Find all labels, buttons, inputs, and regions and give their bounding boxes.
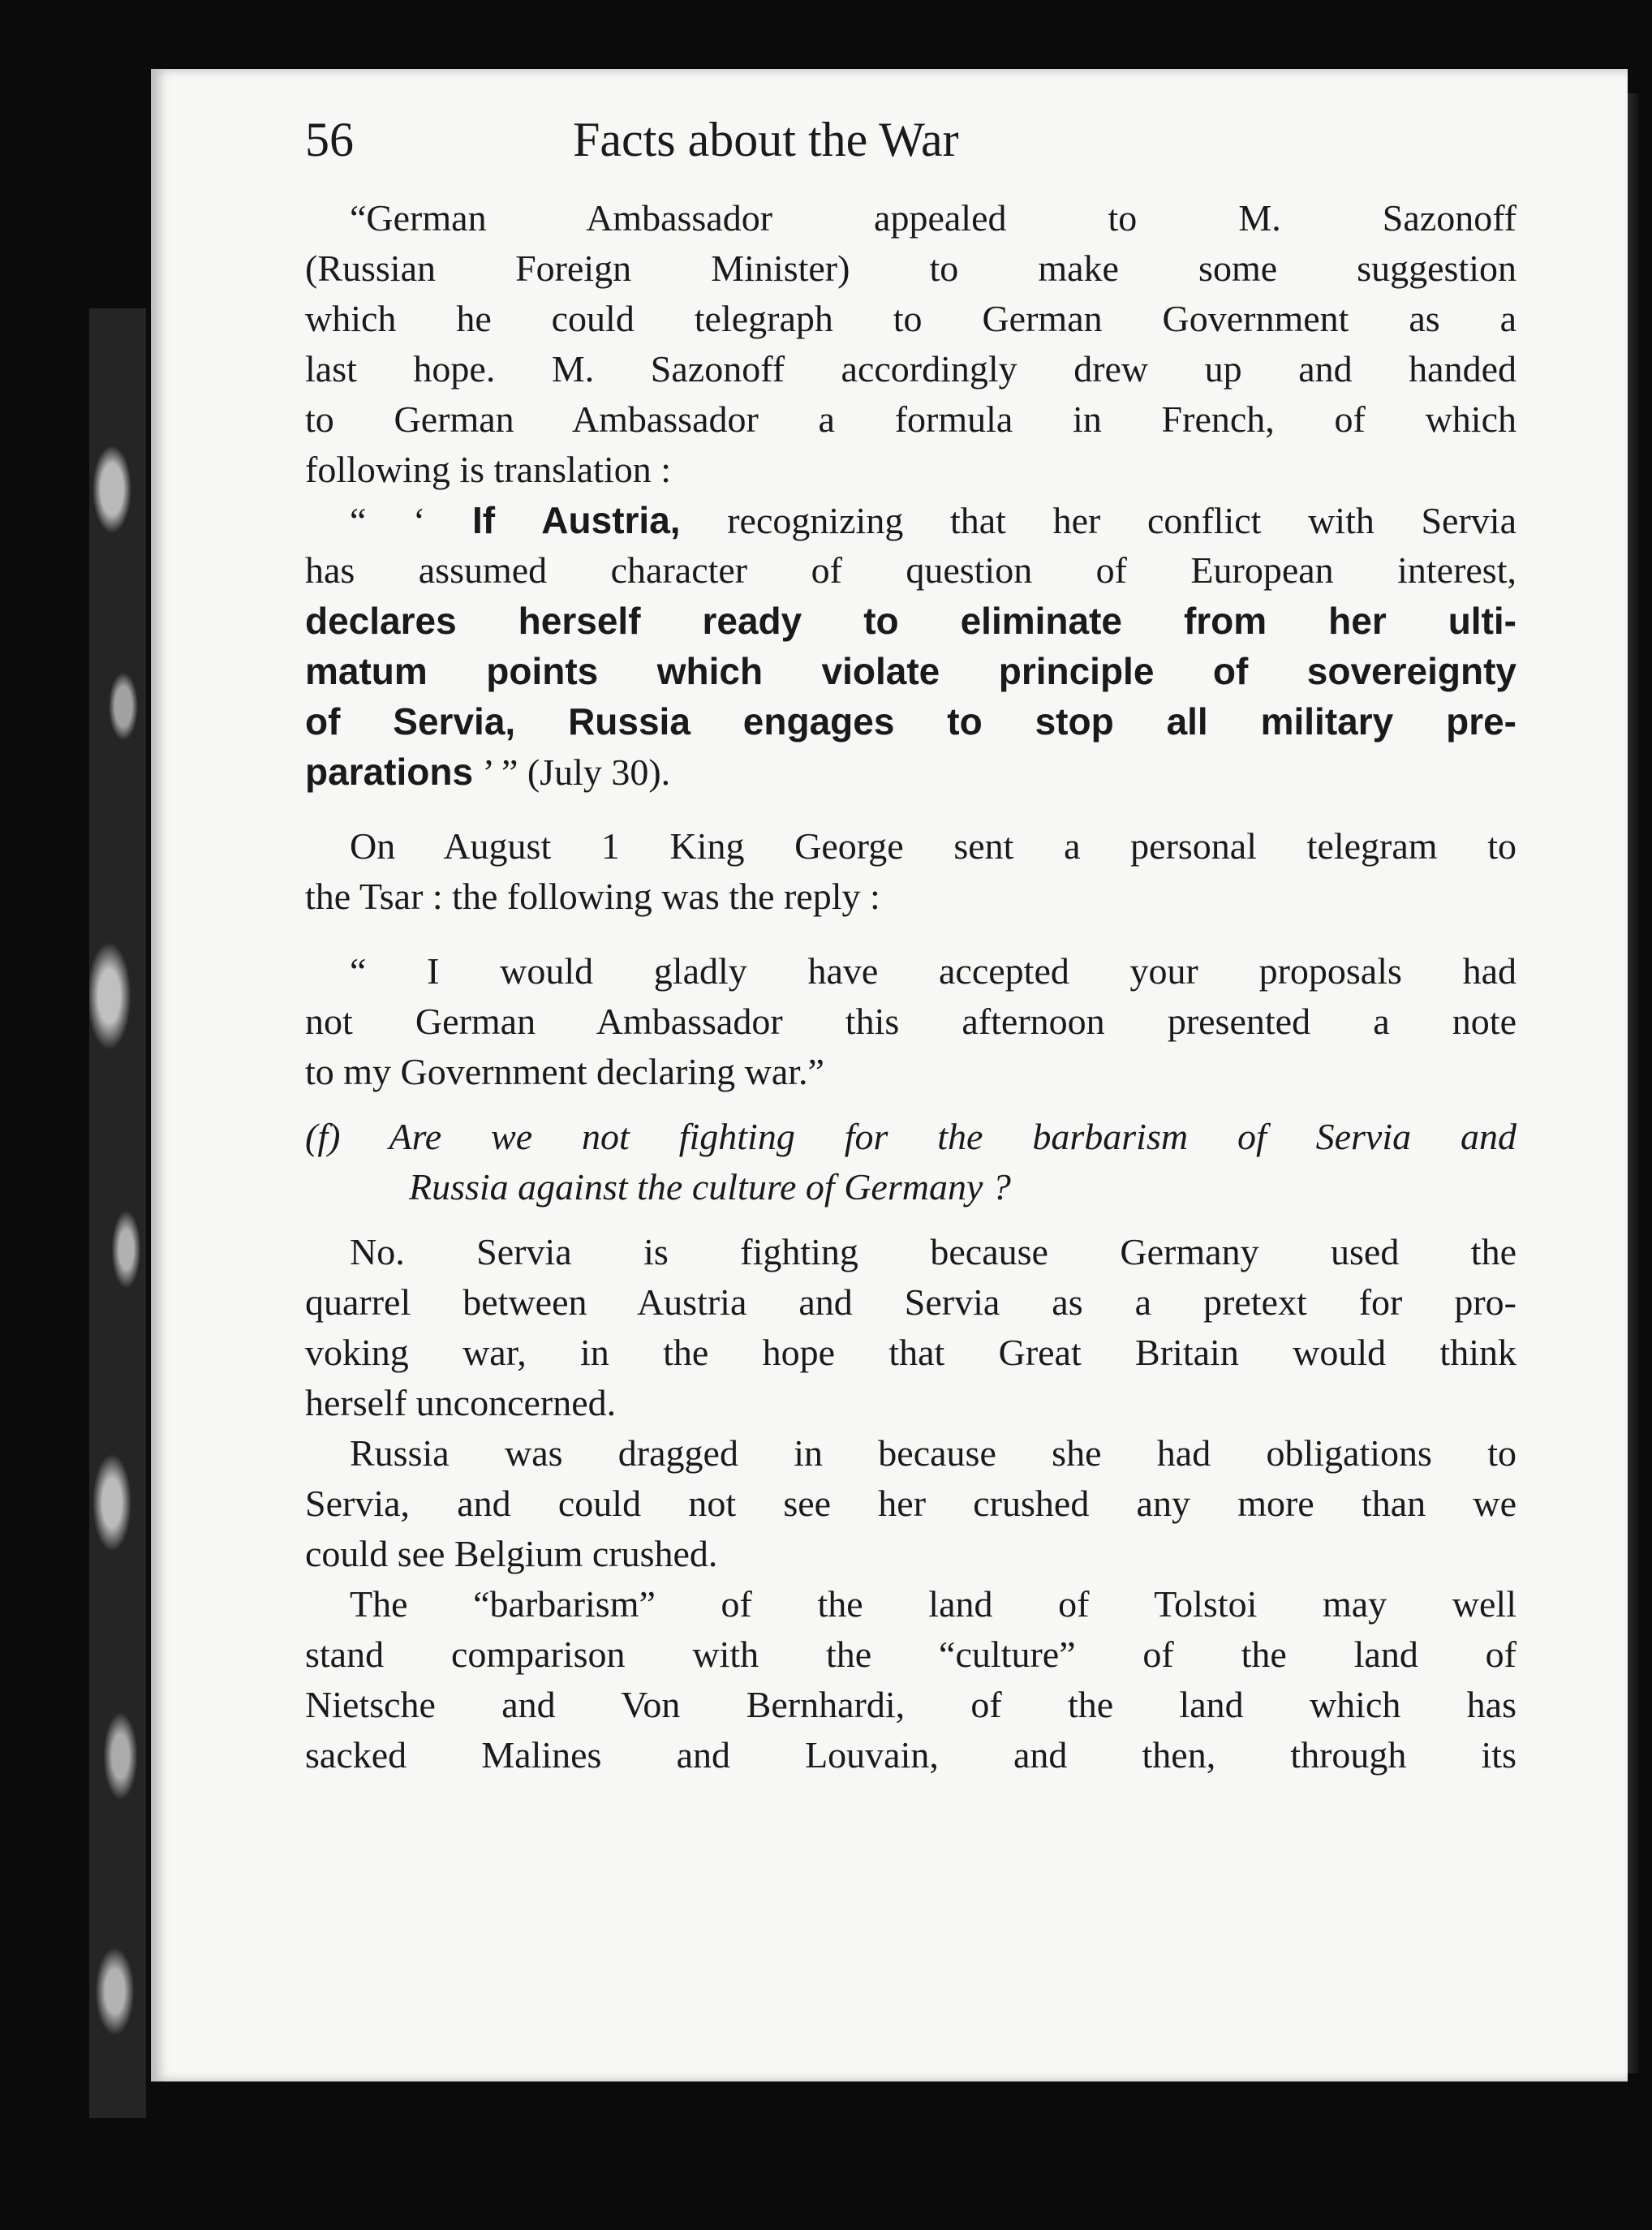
marbled-endpaper: [89, 308, 146, 2118]
text-line: Russia was dragged in because she had obligations to: [350, 1432, 1516, 1474]
quote-mark: “ ‘: [350, 500, 472, 541]
page-edge: [1628, 93, 1639, 2073]
text-line: “German Ambassador appealed to M. Sazonoff: [350, 197, 1516, 239]
text-line: stand comparison with the “culture” of the land of: [305, 1634, 1516, 1675]
text-line: could see Belgium crushed.: [305, 1533, 718, 1574]
question-line: [305, 1112, 1516, 1162]
bold-text: parations: [305, 751, 474, 793]
text-line: to my Government declaring war.”: [305, 1051, 824, 1092]
text-line: herself unconcerned.: [305, 1382, 617, 1423]
text-line: has assumed character of question of European interest,: [305, 549, 1516, 591]
text-line: “ I would gladly have accepted your proposals had: [350, 950, 1516, 992]
question-heading: [305, 1112, 1516, 1212]
bold-text-line: of Servia, Russia engages to stop all military pre-: [305, 700, 1516, 743]
text-line: voking war, in the hope that Great Britain would think: [305, 1332, 1516, 1373]
paragraph-answer: [305, 1227, 1516, 1428]
page-text: [305, 112, 1516, 1780]
text-line: Nietsche and Von Bernhardi, of the land which has: [305, 1684, 1516, 1725]
text-line: (Russian Foreign Minister) to make some suggestion: [305, 248, 1516, 289]
text-line: which he could telegraph to German Government as a: [305, 298, 1516, 339]
bold-text-line: declares herself ready to eliminate from her ulti-: [305, 600, 1516, 642]
bold-text: If Austria,: [472, 499, 681, 541]
text-line: the Tsar : the following was the reply :: [305, 876, 880, 917]
paragraph-king-george: [305, 821, 1516, 922]
text-line: quarrel between Austria and Servia as a pretext for pro-: [305, 1281, 1516, 1323]
text-fragment: ’ ” (July 30).: [473, 751, 671, 793]
paragraph-formula: [305, 495, 1516, 797]
paragraph-dispatch: [305, 193, 1516, 495]
question-line: Russia against the culture of Germany ?: [409, 1166, 1011, 1208]
page-header: [305, 112, 1516, 185]
text-line: last hope. M. Sazonoff accordingly drew up and handed: [305, 348, 1516, 390]
bold-text-line: matum points which violate principle of sovereignty: [305, 650, 1516, 692]
text-line: No. Servia is fighting because Germany used the: [350, 1231, 1516, 1272]
text-line: [305, 495, 1516, 545]
text-line: Servia, and could not see her crushed any more than we: [305, 1483, 1516, 1524]
question-label: (f): [305, 1116, 341, 1157]
text-line: On August 1 King George sent a personal telegram to: [350, 825, 1516, 867]
question-text: Are we not fighting for the barbarism of Servia and: [389, 1116, 1517, 1157]
text-line: following is translation :: [305, 449, 672, 490]
paragraph-tolstoi: [305, 1579, 1516, 1780]
running-head: Facts about the War: [573, 113, 959, 166]
paragraph-russia: [305, 1428, 1516, 1579]
text-line: The “barbarism” of the land of Tolstoi may well: [350, 1583, 1516, 1625]
page-number: 56: [305, 113, 354, 166]
text-line: [305, 747, 1516, 797]
text-fragment: recognizing that her conflict with Servia: [680, 500, 1516, 541]
paragraph-tsar-reply: [305, 946, 1516, 1097]
text-line: sacked Malines and Louvain, and then, through its: [305, 1734, 1516, 1776]
text-line: not German Ambassador this afternoon presented a note: [305, 1001, 1516, 1042]
text-line: to German Ambassador a formula in French, of which: [305, 398, 1516, 440]
